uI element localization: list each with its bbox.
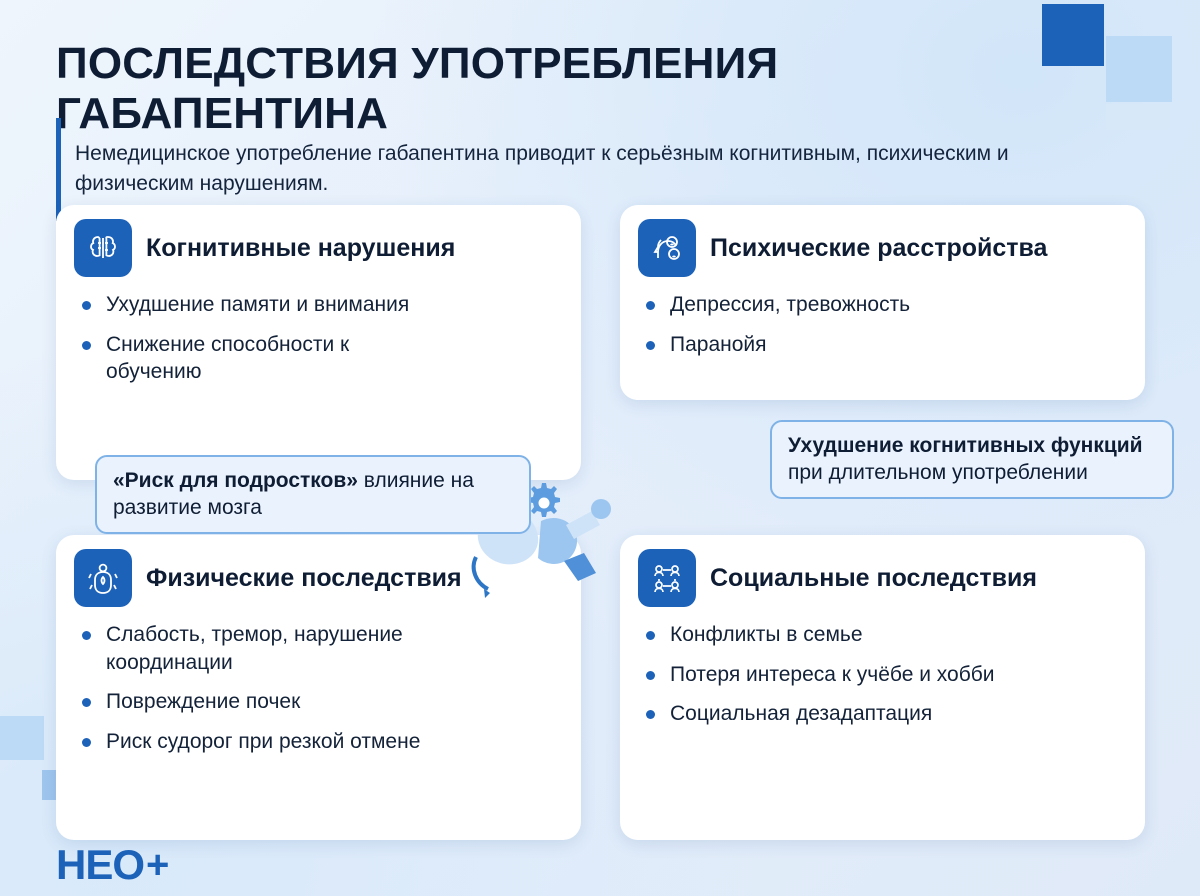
decor-square-bottom-left	[0, 716, 44, 760]
brand-plus-icon: +	[146, 843, 170, 887]
brain-icon	[74, 219, 132, 277]
card-social	[620, 535, 1145, 840]
list-item: Ухудшение памяти и внимания	[82, 291, 436, 319]
card-bullet-list	[620, 291, 1145, 376]
list-item: Паранойя	[646, 331, 1000, 359]
card-mental	[620, 205, 1145, 400]
list-item: Социальная дезадаптация	[646, 700, 1000, 728]
card-header	[620, 205, 1145, 281]
page-subtitle: Немедицинское употребление габапентина приводит к серьёзным когнитивным, психическим и физическим нарушениям.	[75, 142, 1009, 196]
callout-teen-risk	[95, 455, 531, 534]
card-cognitive	[56, 205, 581, 480]
brand-name: НЕО	[56, 841, 145, 888]
card-bullet-list	[56, 291, 581, 404]
decor-square-light	[1106, 36, 1172, 102]
list-item: Риск судорог при резкой отмене	[82, 728, 436, 756]
list-item: Конфликты в семье	[646, 621, 1000, 649]
callout-strong-text: Ухудшение когнитивных функций	[788, 434, 1143, 457]
card-header	[56, 205, 581, 281]
list-item: Повреждение почек	[82, 688, 436, 716]
card-bullet-list	[620, 621, 1145, 746]
card-title: Физические последствия	[146, 563, 462, 592]
list-item: Потеря интереса к учёбе и хобби	[646, 661, 1000, 689]
callout-long-term-use	[770, 420, 1174, 499]
card-title: Когнитивные нарушения	[146, 233, 456, 262]
people-network-icon	[638, 549, 696, 607]
callout-rest-text: влияние на развитие мозга	[113, 469, 474, 520]
brand-logo	[56, 841, 170, 888]
card-bullet-list	[56, 621, 581, 774]
body-icon	[74, 549, 132, 607]
callout-strong-text: «Риск для подростков»	[113, 469, 358, 492]
list-item: Снижение способности к обучению	[82, 331, 436, 386]
list-item: Депрессия, тревожность	[646, 291, 1000, 319]
card-title: Социальные последствия	[710, 563, 1037, 592]
callout-rest-text: при длительном употреблении	[788, 461, 1088, 485]
card-title: Психические расстройства	[710, 233, 1048, 262]
decor-square-pale	[1106, 104, 1170, 130]
page-title: ПОСЛЕДСТВИЯ УПОТРЕБЛЕНИЯ ГАБАПЕНТИНА	[56, 39, 779, 138]
card-header	[620, 535, 1145, 611]
list-item: Слабость, тремор, нарушение координации	[82, 621, 436, 676]
head-emotions-icon	[638, 219, 696, 277]
